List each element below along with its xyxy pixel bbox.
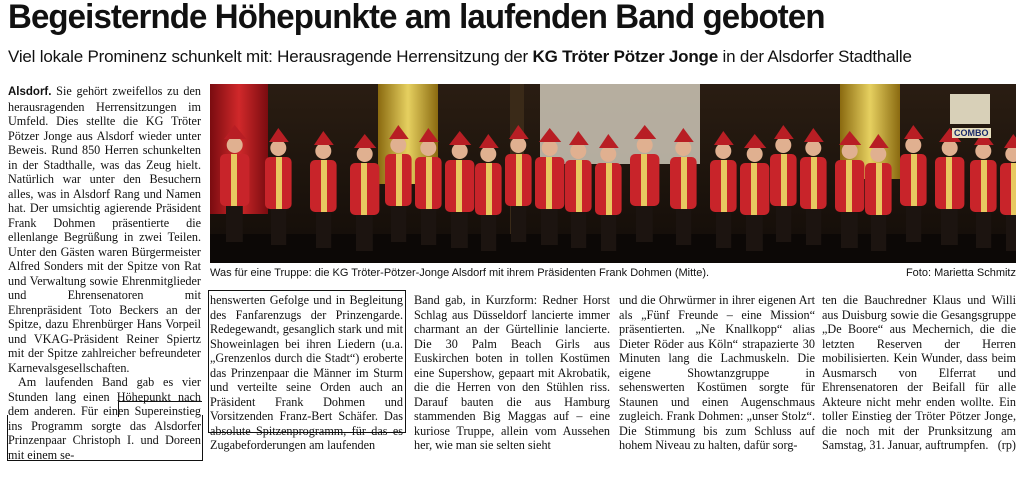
guard-figure (865, 134, 892, 251)
paragraph-intro (8, 84, 201, 375)
guard-figure (710, 131, 737, 248)
guard-figure (385, 125, 412, 242)
subhead-post: in der Alsdorfer Stadthalle (717, 47, 912, 66)
caption-text: Was für eine Truppe: die KG Tröter-Pötzer-Jonge Alsdorf mit ihrem Präsidenten Frank Dohmen (Mitte). (210, 267, 710, 279)
highlight-box-column-1-lower (7, 415, 203, 461)
guards-row (210, 84, 1016, 263)
guard-figure (595, 134, 622, 251)
article-column-3 (414, 293, 610, 453)
guard-figure (310, 131, 337, 248)
guard-figure (770, 125, 797, 242)
guard-figure (740, 134, 769, 251)
guard-figure (475, 134, 502, 251)
subhead-pre: Viel lokale Prominenz schunkelt mit: Herausragende Herrensitzung der (8, 47, 533, 66)
article-column-5 (822, 293, 1016, 453)
guard-figure (1000, 134, 1016, 251)
author-tag: (rp) (997, 438, 1016, 452)
group-photo (210, 84, 1016, 263)
guard-figure (630, 125, 659, 242)
dateline: Alsdorf. (8, 86, 52, 98)
guard-figure (415, 128, 442, 245)
guard-figure (565, 131, 592, 248)
guard-figure (800, 128, 827, 245)
guard-figure (445, 131, 474, 248)
guard-figure (265, 128, 292, 245)
stage-sign: COMBO (954, 128, 989, 138)
guard-figure (220, 125, 249, 242)
guard-figure (350, 134, 379, 251)
subhead-club-name: KG Tröter Pötzer Jonge (532, 47, 718, 66)
guard-figure (535, 128, 564, 245)
guard-figure (935, 128, 964, 245)
headline: Begeisternde Höhepunkte am laufenden Band geboten (8, 0, 825, 36)
guard-figure (835, 131, 864, 248)
paragraph-show: und die Ohrwürmer in ihrer eigenen Art als „Fünf Freunde – eine Mission“ präsentierten. „Ne Knallkopp“ alias Dieter Röder aus Köln“ strapazierte 30 Minuten lang die Lachmuskeln. Die eigene Showtanzgruppe in sehenswerten Kostümen sorgte für Staunen und einen Augenschmaus zugleich. Frank Dohmen: „unser Stolz“. Die Stimmung bis zum Schluss auf hohem Niveau zu halten, dafür sorg- (619, 293, 815, 452)
paragraph-prinzenpaar: henswerten Gefolge und in Begleitung des Fanfarenzugs der Prinzengarde. Redegewandt, gesanglich stark und mit Showeinlagen bei ihren Liedern (u.a. „Grenzenlos durch die Stadt“) eroberte das Prinzenpaar die Männer im Sturm und verteilte seine Orden auch an Präsident Frank Dohmen und Vorsitzenden Franz-Bert Schäfer. Das absolute Spitzenprogramm, für das es Zugabeforderungen am laufenden (210, 293, 403, 452)
guard-figure (505, 125, 532, 242)
highlight-box-column-2 (208, 290, 406, 433)
paragraph-program: Band gab, in Kurzform: Redner Horst Schlag aus Düsseldorf lancierte immer charmant an der Gürtellinie lancierte. Die 30 Palm Beach Girls aus Euskirchen boten in tollen Kostümen eine Supershow, gepaart mit Akrobatik, die die Herren von den Stühlen riss. Darauf bauten die aus Hamburg stammenden Big Maggas auf – eine kuriose Truppe, allein vom Aussehen her, wie man sie selten sieht (414, 293, 610, 452)
paragraph-finale (822, 293, 1016, 453)
photo-caption (210, 267, 1016, 279)
finale-text: ten die Bauchredner Klaus und Willi aus Duisburg sowie die Gesangsgruppe „De Boore“ aus Mechernich, die die letzten Reserven der Herren mobilisierten. Kein Wunder, dass beim Ausmarsch von Elferrat und Ehrensenatoren der Beifall für alle Akteure nicht mehr enden wollte. Ein toller Einstieg der Tröter Pötzer Jonge, die noch mit der Prunksitzung am Samstag, 31. Januar, auftrumpfen. (822, 293, 1016, 452)
guard-figure (670, 128, 697, 245)
article-column-4 (619, 293, 815, 453)
guard-figure (970, 131, 997, 248)
intro-text: Sie gehört zweifellos zu den herausragenden Herrensitzungen im Umfeld. Dies stellte die KG Tröter Pötzer Jonge aus Alsdorf wieder unter Beweis. Rund 850 Herren schunkelten in der Stadthalle, was das Zeug hielt. Natürlich war unter den Besuchern alles, was in Alsdorf Rang und Namen hat. Der umsichtig agierende Präsident Frank Dohmen präsentierte die ellenlange Begrüßung in zwei Teilen. Unter den Gästen waren Bürgermeister Alfred Sonders mit der Spitze von Rat und Verwaltung sowie Ehrenmitglieder und Ehrensenatoren mit Ehrenpräsident Toto Beckers an der Spitze, dazu Ehrenbürger Hans Vorpeil und VKAG-Präsident Reiner Spiertz mit der Spitze zahlreicher befreundeter Karnevalsgesellschaften. (8, 84, 201, 375)
photo-credit: Foto: Marietta Schmitz (905, 267, 1016, 279)
subheadline (8, 47, 1018, 67)
guard-figure (900, 125, 927, 242)
paragraph-highlights: Am laufenden Band gab es vier Stunden lang einen Höhepunkt nach dem anderen. Für einen Supereinstieg ins Programm sorgte das Alsdorfer Prinzenpaar Christoph I. und Doreen mit einem se- (8, 375, 201, 462)
